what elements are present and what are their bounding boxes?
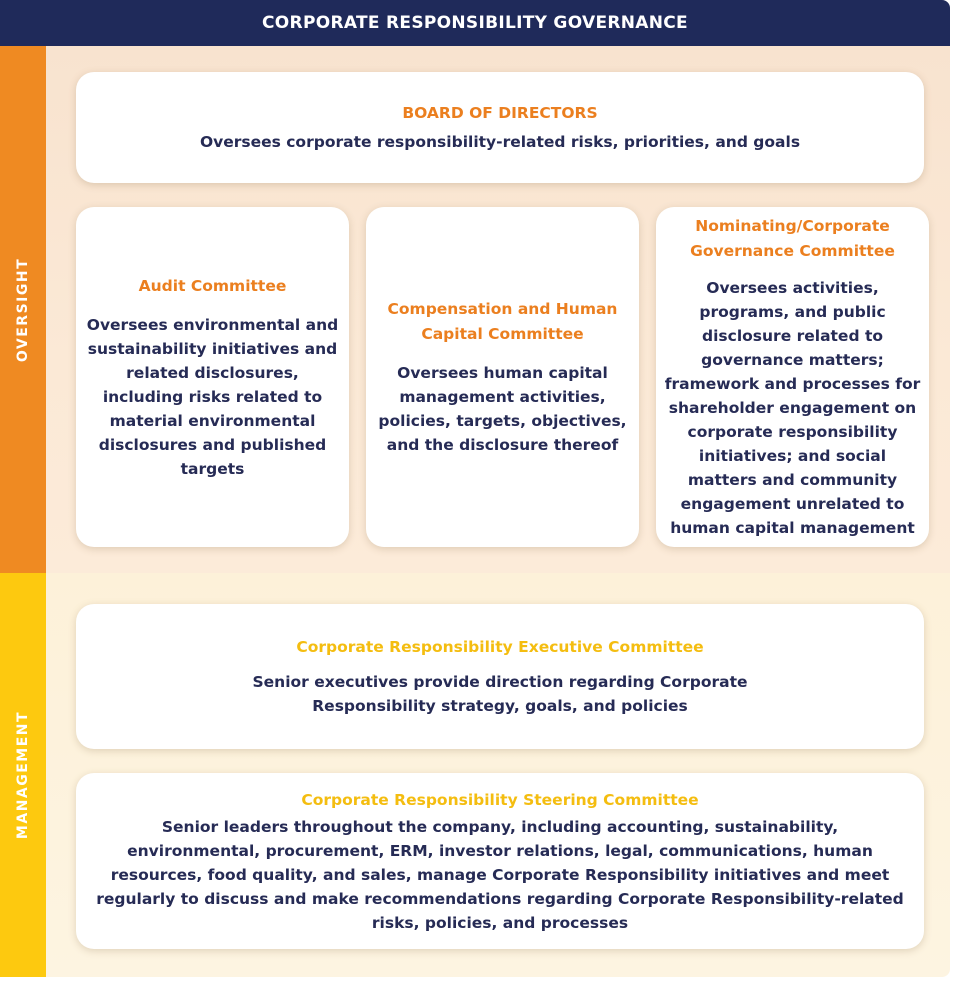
- diagram-title-bar: [0, 0, 950, 46]
- board-description: Oversees corporate responsibility-related risks, priorities, and goals: [199, 133, 801, 151]
- oversight-sidebar: [0, 46, 46, 573]
- audit-committee-description: Oversees environmental and sustainability initiatives and related disclosures, including risks related to material environmental disclosures and published targets: [86, 315, 339, 478]
- compensation-committee-title: Compensation and Human Capital Committee: [387, 300, 618, 343]
- nominating-committee-description: Oversees activities, programs, and public disclosure related to governance matters; framework and processes for shareholder engagement on corporate responsibility initiatives; and social matters and community engagement unrelated to human capital management: [664, 279, 921, 537]
- executive-committee-title: Corporate Responsibility Executive Committee: [296, 638, 704, 656]
- compensation-committee-description: Oversees human capital management activities, policies, targets, objectives, and the disclosure thereof: [378, 364, 627, 454]
- board-of-directors-card: [76, 72, 924, 183]
- nominating-committee-card: [656, 207, 929, 547]
- audit-committee-card: [76, 207, 349, 547]
- management-sidebar: [0, 573, 46, 977]
- oversight-label: OVERSIGHT: [15, 257, 32, 362]
- steering-committee-title: Corporate Responsibility Steering Committee: [301, 790, 699, 809]
- executive-committee-card: [76, 604, 924, 749]
- management-label: MANAGEMENT: [15, 710, 32, 840]
- board-title: BOARD OF DIRECTORS: [402, 104, 598, 122]
- diagram-title: CORPORATE RESPONSIBILITY GOVERNANCE: [262, 13, 688, 33]
- steering-committee-description: Senior leaders throughout the company, including accounting, sustainability, environmental, procurement, ERM, investor relations, legal, communications, human resources, food quality, and sales, manage Corporate Responsibility initiatives and meet regularly to discuss and make recommendations regarding Corporate Responsibility-related risks, policies, and processes: [96, 817, 904, 932]
- compensation-committee-card: [366, 207, 639, 547]
- executive-committee-description: Senior executives provide direction regarding Corporate Responsibility strategy, goals, and policies: [252, 673, 748, 715]
- nominating-committee-title: Nominating/Corporate Governance Committee: [690, 217, 895, 260]
- audit-committee-title: Audit Committee: [138, 276, 287, 295]
- steering-committee-card: [76, 773, 924, 949]
